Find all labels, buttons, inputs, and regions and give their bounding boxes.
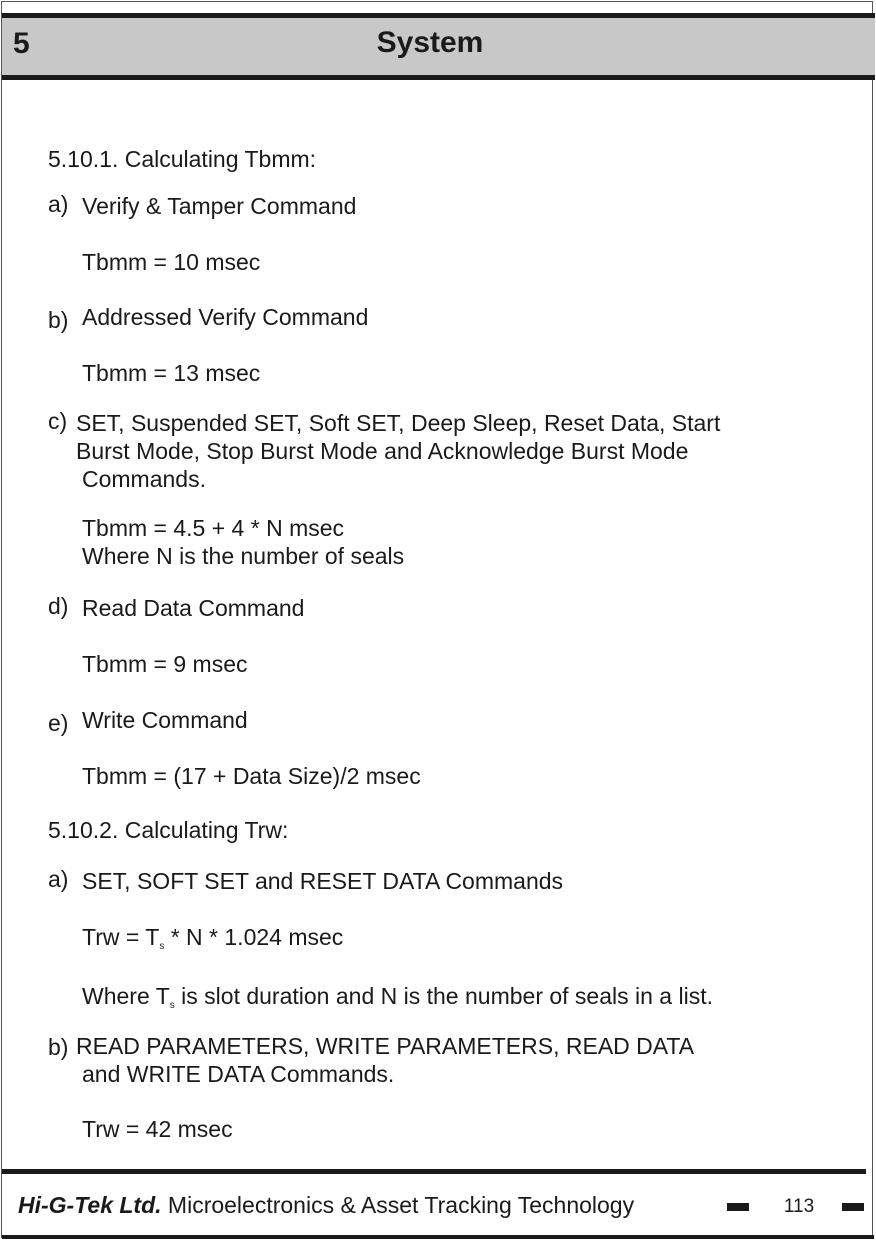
formula: Trw = 42 msec — [82, 1116, 233, 1142]
formula: Tbmm = (17 + Data Size)/2 msec — [82, 763, 421, 789]
formula: Tbmm = 13 msec — [82, 360, 261, 386]
command-name: Read Data Command — [82, 595, 305, 621]
page-mark-left — [727, 1203, 749, 1211]
footer-rule — [2, 1169, 866, 1174]
company-tagline: Microelectronics & Asset Tracking Technology — [161, 1192, 635, 1218]
chapter-number: 5 — [13, 27, 30, 60]
list-marker-b: b) — [48, 307, 69, 333]
command-name: Write Command — [82, 707, 248, 733]
formula: Tbmm = 4.5 + 4 * N msec — [82, 515, 345, 541]
command-line: READ PARAMETERS, WRITE PARAMETERS, READ DATA — [76, 1033, 695, 1059]
command-name: Addressed Verify Command — [82, 304, 369, 330]
page-number: 113 — [783, 1196, 815, 1217]
command-line: and WRITE DATA Commands. — [82, 1061, 395, 1087]
command-name: SET, SOFT SET and RESET DATA Commands — [82, 868, 564, 894]
list-marker-e: e) — [48, 710, 69, 736]
page-mark-right — [842, 1203, 864, 1211]
list-marker-d: d) — [48, 593, 69, 619]
list-marker-b: b) — [48, 1034, 69, 1060]
command-line: SET, Suspended SET, Soft SET, Deep Sleep, Reset Data, Start — [76, 410, 721, 436]
command-line: Commands. — [82, 466, 206, 492]
formula-note: Where $T_s$ is slot duration and N is the number of seals in a list. — [82, 983, 713, 1011]
section-heading-5-10-1: 5.10.1. Calculating Tbmm: — [48, 146, 317, 172]
list-marker-c: c) — [48, 408, 68, 434]
list-marker-a: a) — [48, 866, 69, 892]
subscript: s — [159, 941, 165, 952]
section-heading-5-10-2: 5.10.2. Calculating Trw: — [48, 817, 289, 843]
formula: Tbmm = 10 msec — [82, 249, 261, 275]
company-name: Hi-G-Tek Ltd. — [18, 1192, 162, 1218]
list-marker-a: a) — [48, 191, 69, 217]
subscript: s — [169, 1000, 175, 1011]
formula-note: Where N is the number of seals — [82, 543, 405, 569]
formula: Tbmm = 9 msec — [82, 651, 248, 677]
footer-text — [18, 1191, 634, 1219]
footer-rule-bottom — [2, 1235, 874, 1239]
chapter-title: System — [376, 26, 484, 59]
command-name: Verify & Tamper Command — [82, 193, 357, 219]
formula: Trw = $T_s$ * N * 1.024 msec — [82, 924, 344, 952]
command-line: Burst Mode, Stop Burst Mode and Acknowledge Burst Mode — [76, 438, 689, 464]
